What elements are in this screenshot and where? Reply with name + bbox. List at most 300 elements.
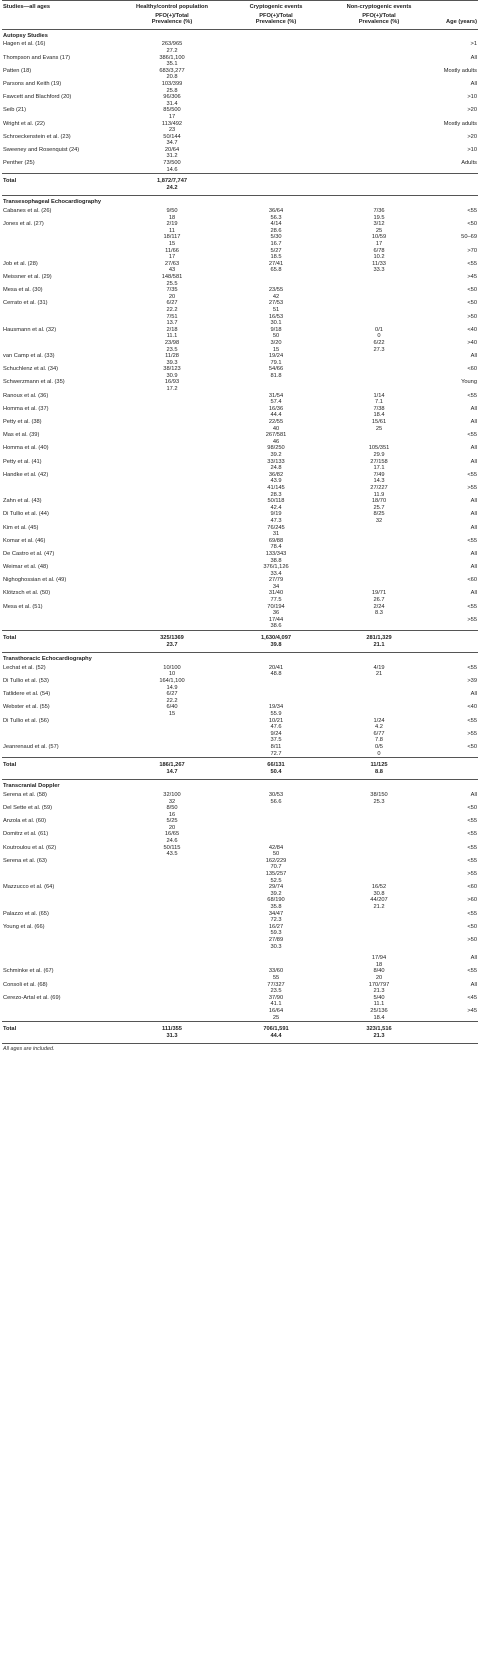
cryptogenic-cell xyxy=(224,140,328,147)
non-cryptogenic-cell xyxy=(328,845,430,852)
cryptogenic-cell xyxy=(224,61,328,68)
study-cell xyxy=(2,558,120,565)
healthy-cell: 17 xyxy=(168,113,176,120)
total-prevalence: 21.1 xyxy=(373,641,385,648)
cryptogenic-cell xyxy=(224,88,328,95)
cryptogenic-cell: 16.7 xyxy=(270,241,282,247)
study-cell xyxy=(2,671,120,678)
cryptogenic-cell xyxy=(224,81,328,88)
study-cell: Domitrz et al. (61) xyxy=(3,831,49,838)
age-cell: All xyxy=(470,550,477,557)
study-cell xyxy=(2,140,120,147)
subheader-healthy: PFO(+)/Total Prevalence (%) xyxy=(120,12,224,30)
healthy-cell: 38/123 xyxy=(163,366,181,373)
healthy-cell: 8/50 xyxy=(166,805,178,812)
healthy-cell xyxy=(120,944,224,951)
total-row xyxy=(2,1022,478,1044)
age-cell xyxy=(430,975,478,982)
study-cell xyxy=(2,623,120,630)
study-cell xyxy=(2,360,120,367)
study-cell: Meissner et al. (29) xyxy=(3,273,52,280)
age-cell xyxy=(430,711,478,718)
section-title: Transcranial Doppler xyxy=(3,783,60,790)
study-cell: Del Sette et al. (59) xyxy=(3,805,52,812)
study-cell xyxy=(2,101,120,108)
study-cell: Nighoghossian et al. (49) xyxy=(3,577,67,584)
study-cell xyxy=(2,584,120,591)
table-row xyxy=(2,101,478,108)
age-cell: >39 xyxy=(467,678,477,684)
table-row xyxy=(2,805,478,812)
age-cell xyxy=(430,452,478,459)
table-row xyxy=(2,347,478,354)
table-row xyxy=(2,261,478,268)
cryptogenic-cell xyxy=(224,48,328,55)
table-row xyxy=(2,584,478,591)
healthy-cell: 10 xyxy=(168,671,176,678)
study-cell: Schwerzmann et al. (35) xyxy=(3,379,65,386)
non-cryptogenic-cell: 25 xyxy=(375,227,383,234)
study-cell: Komar et al. (46) xyxy=(3,537,46,544)
cryptogenic-cell: 5/30 xyxy=(270,234,282,241)
study-cell xyxy=(2,571,120,578)
healthy-cell xyxy=(120,577,224,584)
age-cell xyxy=(430,944,478,951)
age-cell: >50 xyxy=(467,936,477,943)
age-cell: <60 xyxy=(467,884,477,891)
study-cell xyxy=(2,897,120,904)
healthy-cell xyxy=(120,445,224,452)
cryptogenic-cell: 57.4 xyxy=(270,399,282,406)
age-cell xyxy=(430,751,478,758)
non-cryptogenic-cell: 10.2 xyxy=(373,254,385,261)
cryptogenic-cell: 78.4 xyxy=(270,544,282,551)
healthy-cell xyxy=(120,452,224,459)
healthy-cell xyxy=(120,737,224,744)
header-non-cryptogenic: Non-cryptogenic events xyxy=(328,1,430,12)
healthy-cell: 6/40 xyxy=(166,704,178,711)
cryptogenic-cell: 18.5 xyxy=(270,254,282,261)
healthy-cell xyxy=(120,718,224,725)
non-cryptogenic-cell: 32 xyxy=(375,517,383,524)
healthy-cell xyxy=(120,623,224,630)
healthy-cell: 50/115 xyxy=(163,844,181,851)
table-header xyxy=(2,1,478,30)
table-row xyxy=(2,287,478,294)
non-cryptogenic-cell: 0/5 xyxy=(375,743,383,750)
non-cryptogenic-cell xyxy=(328,174,430,196)
healthy-cell: 27.2 xyxy=(166,47,178,54)
study-cell: Homma et al. (37) xyxy=(3,405,49,412)
age-cell: <50 xyxy=(467,287,477,294)
age-cell xyxy=(430,439,478,446)
non-cryptogenic-cell: 11/33 xyxy=(372,260,386,267)
study-cell xyxy=(2,751,120,758)
table-row xyxy=(2,878,478,885)
healthy-cell xyxy=(120,731,224,738)
healthy-cell: 17.2 xyxy=(166,386,178,393)
cryptogenic-cell: 36 xyxy=(272,610,280,617)
healthy-cell: 683/3,277 xyxy=(159,67,185,74)
table-row xyxy=(2,41,478,48)
age-cell: <50 xyxy=(467,743,477,750)
cryptogenic-cell: 20/41 xyxy=(268,664,284,671)
study-cell xyxy=(2,518,120,525)
study-cell: Mazzucco et al. (64) xyxy=(3,884,55,891)
table-row xyxy=(2,604,478,611)
study-cell: Lechat et al. (52) xyxy=(3,664,46,671)
age-cell xyxy=(430,88,478,95)
non-cryptogenic-cell xyxy=(328,678,430,685)
table-row xyxy=(2,452,478,459)
table-row xyxy=(2,792,478,799)
age-cell: >10 xyxy=(467,146,477,153)
age-cell: Mostly adults xyxy=(443,120,477,127)
non-cryptogenic-cell: 30.8 xyxy=(373,890,385,897)
cryptogenic-cell: 39.2 xyxy=(270,890,282,897)
healthy-cell: 27/63 xyxy=(164,260,180,267)
table-row xyxy=(2,1008,478,1015)
non-cryptogenic-cell: 7.8 xyxy=(375,737,383,744)
cryptogenic-cell: 10/21 xyxy=(268,717,284,724)
study-cell xyxy=(2,386,120,393)
non-cryptogenic-cell: 0 xyxy=(377,333,381,340)
age-cell xyxy=(430,228,478,235)
table-row xyxy=(2,838,478,845)
cryptogenic-cell: 34 xyxy=(272,583,280,590)
total-prevalence: 44.4 xyxy=(270,1032,282,1039)
healthy-cell xyxy=(120,511,224,518)
cryptogenic-cell xyxy=(224,805,328,812)
non-cryptogenic-cell xyxy=(328,571,430,578)
healthy-cell: 11/28 xyxy=(165,353,179,360)
cryptogenic-cell: 3/20 xyxy=(270,339,282,346)
non-cryptogenic-cell: 105/351 xyxy=(368,445,390,452)
cryptogenic-cell xyxy=(224,812,328,819)
non-cryptogenic-cell xyxy=(328,366,430,373)
table-row xyxy=(2,891,478,898)
study-cell: Di Tullio et al. (44) xyxy=(3,511,49,518)
table-row xyxy=(2,419,478,426)
cryptogenic-cell xyxy=(224,55,328,62)
age-cell: All xyxy=(470,445,477,452)
cryptogenic-cell: 33/133 xyxy=(267,458,285,465)
total-prevalence: 14.7 xyxy=(166,768,178,775)
healthy-cell xyxy=(120,584,224,591)
age-cell: Adults xyxy=(461,160,477,167)
cryptogenic-cell xyxy=(224,114,328,121)
table-row xyxy=(2,386,478,393)
study-cell xyxy=(2,851,120,858)
cryptogenic-cell xyxy=(224,74,328,81)
total-prevalence: 21.3 xyxy=(373,1032,385,1039)
cryptogenic-cell: 79.1 xyxy=(270,359,282,366)
cryptogenic-cell: 19/34 xyxy=(268,704,284,711)
cryptogenic-cell: 4/14 xyxy=(270,221,282,228)
cryptogenic-cell xyxy=(224,107,328,114)
table-row xyxy=(2,307,478,314)
healthy-cell: 6/27 xyxy=(166,691,178,698)
age-cell xyxy=(430,215,478,222)
subheader-cryptogenic: PFO(+)/Total Prevalence (%) xyxy=(224,12,328,30)
study-cell: Jeanrenaud et al. (57) xyxy=(3,743,59,750)
age-cell xyxy=(430,167,478,174)
age-cell: All xyxy=(470,405,477,412)
non-cryptogenic-cell: 4/19 xyxy=(373,664,385,671)
study-cell: Young et al. (66) xyxy=(3,923,45,930)
non-cryptogenic-cell xyxy=(328,564,430,571)
cryptogenic-cell: 16/27 xyxy=(268,923,284,930)
age-cell: <60 xyxy=(467,577,477,584)
healthy-cell xyxy=(120,864,224,871)
non-cryptogenic-cell xyxy=(328,691,430,698)
age-cell: <55 xyxy=(467,603,477,610)
cryptogenic-cell: 28.6 xyxy=(270,227,282,234)
non-cryptogenic-cell xyxy=(328,704,430,711)
cryptogenic-cell: 22/55 xyxy=(268,419,284,426)
study-cell: Total xyxy=(2,174,120,196)
age-cell: >55 xyxy=(467,871,477,878)
study-cell xyxy=(2,904,120,911)
non-cryptogenic-cell xyxy=(328,274,430,281)
table-row xyxy=(2,81,478,88)
healthy-cell xyxy=(120,858,224,865)
cryptogenic-cell: 23.5 xyxy=(270,988,282,995)
non-cryptogenic-cell xyxy=(328,307,430,314)
healthy-cell: 17 xyxy=(168,254,176,261)
cryptogenic-cell: 46 xyxy=(272,438,280,445)
table-row xyxy=(2,379,478,386)
healthy-cell xyxy=(120,758,224,780)
non-cryptogenic-cell xyxy=(328,314,430,321)
cryptogenic-cell xyxy=(224,379,328,386)
total-count: 1,872/7,747 xyxy=(156,178,188,185)
table-row xyxy=(2,121,478,128)
cryptogenic-cell: 72.7 xyxy=(270,750,282,757)
non-cryptogenic-cell xyxy=(328,94,430,101)
non-cryptogenic-cell xyxy=(328,121,430,128)
section-header-row xyxy=(2,780,478,792)
study-cell xyxy=(2,597,120,604)
table-row xyxy=(2,731,478,738)
study-cell xyxy=(2,267,120,274)
study-cell: Klötzsch et al. (50) xyxy=(3,590,51,597)
non-cryptogenic-cell xyxy=(328,81,430,88)
study-cell: Wright et al. (22) xyxy=(3,120,45,127)
study-cell xyxy=(2,737,120,744)
healthy-cell: 22.2 xyxy=(166,306,178,313)
cryptogenic-cell xyxy=(224,818,328,825)
age-cell: <55 xyxy=(467,968,477,975)
non-cryptogenic-cell: 0 xyxy=(377,750,381,757)
healthy-cell xyxy=(120,975,224,982)
table-row xyxy=(2,988,478,995)
non-cryptogenic-cell xyxy=(328,864,430,871)
study-cell: Palazzo et al. (65) xyxy=(3,910,49,917)
healthy-cell: 23/98 xyxy=(164,339,180,346)
section-title: Autopsy Studies xyxy=(3,32,48,39)
cryptogenic-cell xyxy=(224,153,328,160)
study-cell: van Camp et al. (33) xyxy=(3,353,55,360)
table-row xyxy=(2,167,478,174)
non-cryptogenic-cell xyxy=(328,758,430,780)
healthy-cell: 9/50 xyxy=(166,208,178,215)
study-cell xyxy=(2,241,120,248)
table-row xyxy=(2,698,478,705)
study-cell xyxy=(2,399,120,406)
age-cell: <45 xyxy=(467,994,477,1001)
cryptogenic-cell: 51 xyxy=(272,306,280,313)
study-cell: Di Tullio et al. (56) xyxy=(3,717,49,724)
header-healthy: Healthy/control population xyxy=(120,1,224,12)
non-cryptogenic-cell: 25.3 xyxy=(373,798,385,805)
total-count: 323/1,516 xyxy=(366,1026,392,1033)
non-cryptogenic-cell: 1/14 xyxy=(373,392,385,399)
age-cell: <40 xyxy=(467,704,477,711)
non-cryptogenic-cell: 44/207 xyxy=(370,897,388,904)
study-cell: Mesa et al. (51) xyxy=(3,603,43,610)
cryptogenic-cell: 5/27 xyxy=(270,247,282,254)
cryptogenic-cell: 33.4 xyxy=(270,570,282,577)
non-cryptogenic-cell xyxy=(328,558,430,565)
age-cell xyxy=(430,878,478,885)
study-cell xyxy=(2,864,120,871)
age-cell: <55 xyxy=(467,818,477,825)
non-cryptogenic-cell xyxy=(328,88,430,95)
non-cryptogenic-cell: 17/94 xyxy=(371,955,387,962)
non-cryptogenic-cell: 7/49 xyxy=(373,471,385,478)
age-cell xyxy=(430,267,478,274)
study-cell xyxy=(2,228,120,235)
healthy-cell xyxy=(120,911,224,918)
cryptogenic-cell: 24.8 xyxy=(270,465,282,472)
study-cell xyxy=(2,930,120,937)
study-cell: Seib (21) xyxy=(3,107,27,114)
study-cell: Total xyxy=(2,631,120,653)
healthy-cell xyxy=(120,498,224,505)
non-cryptogenic-cell xyxy=(328,101,430,108)
non-cryptogenic-cell xyxy=(328,577,430,584)
age-cell: <55 xyxy=(467,844,477,851)
healthy-cell xyxy=(120,465,224,472)
study-cell: Weimar et al. (48) xyxy=(3,564,49,571)
age-cell xyxy=(430,962,478,969)
non-cryptogenic-cell: 11.9 xyxy=(373,491,385,498)
age-cell xyxy=(430,838,478,845)
table-row xyxy=(2,267,478,274)
cryptogenic-cell xyxy=(224,160,328,167)
study-cell: Penther (25) xyxy=(3,160,35,167)
table-row xyxy=(2,799,478,806)
healthy-cell xyxy=(120,426,224,433)
age-cell xyxy=(430,812,478,819)
table-row xyxy=(2,597,478,604)
healthy-cell: 113/492 xyxy=(161,120,183,127)
cryptogenic-cell xyxy=(224,825,328,832)
table-row xyxy=(2,975,478,982)
age-cell xyxy=(430,610,478,617)
non-cryptogenic-cell xyxy=(328,68,430,75)
healthy-cell xyxy=(120,924,224,931)
table-row xyxy=(2,439,478,446)
table-row xyxy=(2,924,478,931)
total-prevalence: 24.2 xyxy=(166,184,178,191)
age-cell: >40 xyxy=(467,339,477,346)
non-cryptogenic-cell xyxy=(328,812,430,819)
age-cell xyxy=(430,685,478,692)
non-cryptogenic-cell: 27/227 xyxy=(370,484,388,491)
table-row xyxy=(2,871,478,878)
non-cryptogenic-cell xyxy=(328,698,430,705)
cryptogenic-cell: 27/53 xyxy=(268,300,284,307)
healthy-cell: 11.1 xyxy=(166,333,178,340)
total-count: 706/1,591 xyxy=(263,1026,289,1033)
cryptogenic-cell xyxy=(224,121,328,128)
cryptogenic-cell: 42 xyxy=(272,293,280,300)
non-cryptogenic-cell xyxy=(328,360,430,367)
healthy-cell: 32/100 xyxy=(163,791,181,798)
non-cryptogenic-cell: 7.1 xyxy=(375,399,383,406)
healthy-cell: 23 xyxy=(168,127,176,134)
non-cryptogenic-cell: 17 xyxy=(375,241,383,247)
study-cell: Cabanes et al. (26) xyxy=(3,208,52,215)
cryptogenic-cell: 9/19 xyxy=(270,511,282,518)
cryptogenic-cell: 37.5 xyxy=(270,737,282,744)
study-cell xyxy=(2,871,120,878)
header-age: Age (years) xyxy=(430,12,478,30)
total-prevalence: 23.7 xyxy=(166,641,178,648)
cryptogenic-cell xyxy=(224,631,328,653)
healthy-cell: 96/306 xyxy=(163,94,181,101)
table-row xyxy=(2,88,478,95)
study-cell xyxy=(2,478,120,485)
age-cell xyxy=(430,930,478,937)
study-cell: Koutroulou et al. (62) xyxy=(3,844,57,851)
cryptogenic-cell: 50 xyxy=(272,851,280,858)
table-row xyxy=(2,617,478,624)
cryptogenic-cell: 76/245 xyxy=(267,524,285,531)
age-cell xyxy=(430,988,478,995)
healthy-cell xyxy=(120,950,224,962)
study-cell xyxy=(2,1001,120,1008)
cryptogenic-cell xyxy=(224,685,328,692)
table-row xyxy=(2,393,478,400)
study-cell xyxy=(2,281,120,288)
cryptogenic-cell: 44.4 xyxy=(270,412,282,419)
study-cell: Consoli et al. (68) xyxy=(3,981,48,988)
non-cryptogenic-cell xyxy=(328,623,430,630)
study-cell xyxy=(2,314,120,321)
cryptogenic-cell: 41.1 xyxy=(270,1001,282,1008)
age-cell xyxy=(430,698,478,705)
table-row xyxy=(2,724,478,731)
study-cell xyxy=(2,426,120,433)
age-cell xyxy=(430,584,478,591)
cryptogenic-cell: 162/229 xyxy=(265,857,287,864)
healthy-cell: 6/27 xyxy=(166,300,178,307)
healthy-cell: 16 xyxy=(168,811,176,818)
study-cell: Petty et al. (38) xyxy=(3,419,42,426)
non-cryptogenic-cell xyxy=(328,878,430,885)
cryptogenic-cell: 65.8 xyxy=(270,267,282,274)
section-title: Transthoracic Echocardiography xyxy=(3,656,92,663)
table-row xyxy=(2,399,478,406)
healthy-cell: 43 xyxy=(168,267,176,274)
total-count: 111/355 xyxy=(162,1026,182,1033)
study-cell: De Castro et al. (47) xyxy=(3,550,55,557)
study-cell xyxy=(2,320,120,327)
non-cryptogenic-cell xyxy=(328,944,430,951)
